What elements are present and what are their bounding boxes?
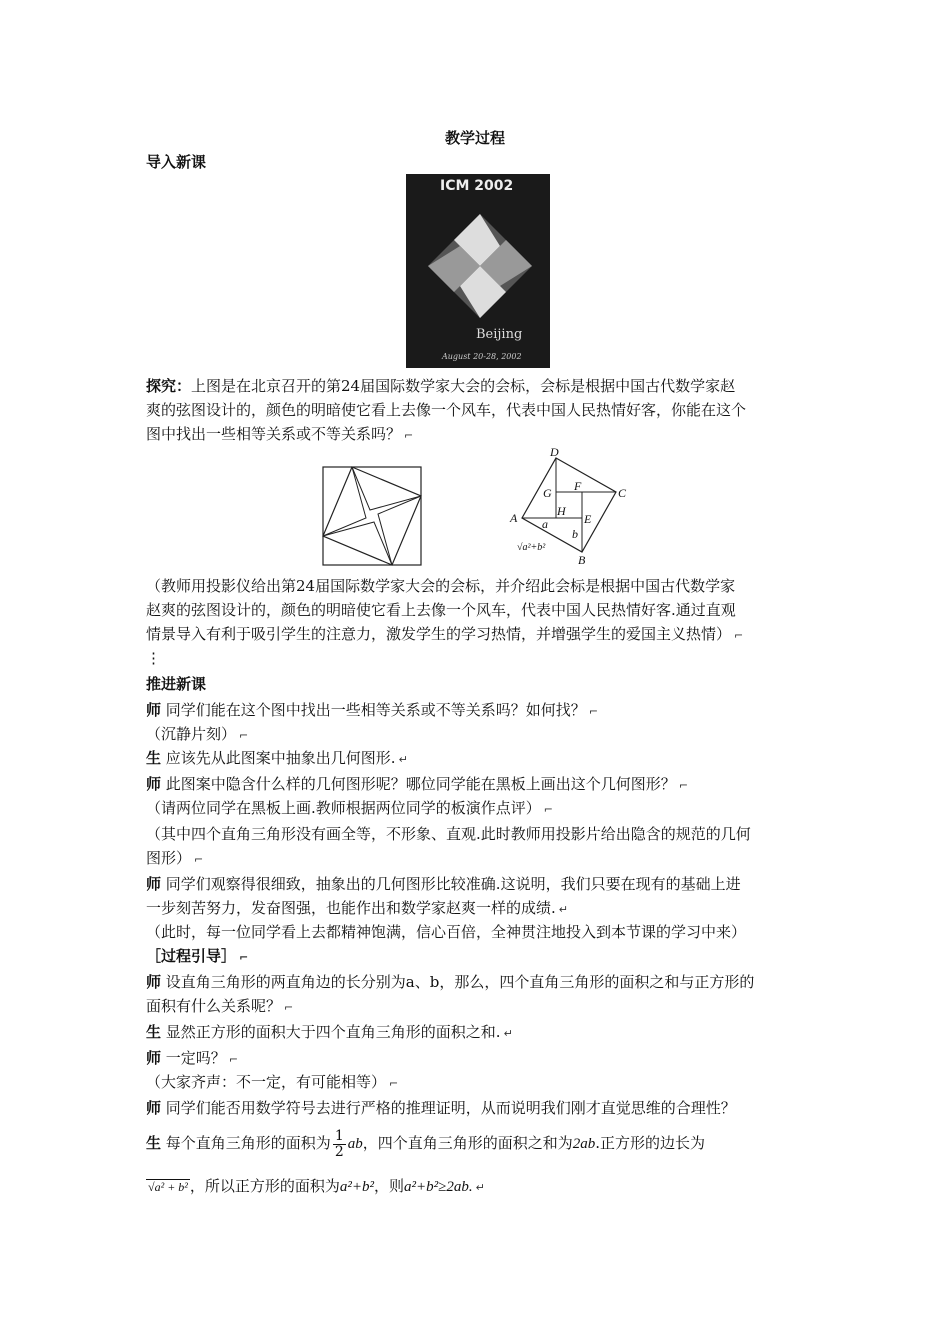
label-a: a xyxy=(542,517,548,531)
chord-diagram-figure xyxy=(508,446,632,566)
label-E: E xyxy=(584,512,592,526)
sqrt-expression: √a² + b² xyxy=(148,1180,188,1194)
page-title: 教学过程 xyxy=(444,129,505,147)
student-answer-1: 生 显然正方形的面积大于四个直角三角形的面积之和. ↵ xyxy=(146,1023,513,1041)
icm-2002-logo xyxy=(406,174,550,368)
note3: （此时，每一位同学看上去都精神饱满，信心百倍，全神贯注地投入到本节课的学习中来） xyxy=(146,923,747,941)
teacher-praise-line-2: 一步刻苦努力，发奋图强，也能作出和数学家赵爽一样的成绩. ↵ xyxy=(146,899,568,917)
section-heading-intro: 导入新课 xyxy=(146,153,207,171)
fraction-one-half: $\frac{1}{2}$ xyxy=(334,1127,344,1160)
dialogue-line-2: （沉静片刻） ⌐ xyxy=(146,725,249,743)
question1-line-1: 师 设直角三角形的两直角边的长分别为a、b，那么，四个直角三角形的面积之和与正方形的 xyxy=(146,973,755,991)
chorus-line: （大家齐声：不一定，有可能相等） ⌐ xyxy=(146,1073,399,1091)
teacher-praise-line-1: 师 同学们观察得很细致，抽象出的几何图形比较准确.这说明，我们只要在现有的基础上进 xyxy=(146,875,741,893)
note2-line-2: 图形） ⌐ xyxy=(146,849,204,867)
section-heading-new: 推进新课 xyxy=(146,675,207,693)
dialogue-line-4: 师 此图案中隐含什么样的几何图形呢？哪位同学能在黑板上画出这个几何图形？ ⌐ xyxy=(146,775,689,793)
student-proof-line-1: 生 每个直角三角形的面积为 $\frac{1}{2}$ ab，四个直角三角形的面积之和为2ab.正方形的边长为 xyxy=(146,1127,706,1160)
label-sqrt: √a²+b² xyxy=(517,542,546,553)
note1-line-2: 赵爽的弦图设计的，颜色的明暗使它看上去像一个风车，代表中国人民热情好客.通过直观 xyxy=(146,601,736,619)
note2-line-1: （其中四个直角三角形没有画全等，不形象、直观.此时教师用投影片给出隐含的规范的几何 xyxy=(146,825,751,843)
explore-line-2: 爽的弦图设计的，颜色的明暗使它看上去像一个风车，代表中国人民热情好客，你能在这个 xyxy=(146,401,747,419)
label-H: H xyxy=(557,504,566,518)
note1-line-3: 情景导入有利于吸引学生的注意力，激发学生的学习热情，并增强学生的爱国主义热情） ⌐ xyxy=(146,625,744,643)
label-C: C xyxy=(618,486,627,500)
process-guide-heading: ［过程引导］ ⌐ xyxy=(146,947,249,965)
ellipsis: ⋮ xyxy=(146,649,161,667)
logo-title: ICM 2002 xyxy=(440,178,514,194)
dialogue-line-1: 师 同学们能在这个图中找出一些相等关系或不等关系吗？如何找？ ⌐ xyxy=(146,701,599,719)
label-A: A xyxy=(510,511,518,525)
label-D: D xyxy=(550,446,559,459)
label-B: B xyxy=(578,553,586,566)
dialogue-line-5: （请两位同学在黑板上画.教师根据两位同学的板演作点评） ⌐ xyxy=(146,799,553,817)
pinwheel-square-figure xyxy=(322,466,422,566)
teacher-question-3: 师 同学们能否用数学符号去进行严格的推理证明，从而说明我们刚才直觉思维的合理性？ xyxy=(146,1099,736,1117)
teacher-question-2: 师 一定吗？ ⌐ xyxy=(146,1049,239,1067)
label-G: G xyxy=(543,486,552,500)
logo-dates: August 20-28, 2002 xyxy=(442,352,522,361)
question1-line-2: 面积有什么关系呢？ ⌐ xyxy=(146,997,294,1015)
logo-city: Beijing xyxy=(476,327,523,342)
label-b: b xyxy=(572,527,578,541)
explore-line-1: 探究：上图是在北京召开的第24届国际数学家大会的会标，会标是根据中国古代数学家赵 xyxy=(146,377,736,395)
student-proof-line-2: √a² + b² ，所以正方形的面积为a²+b²，则a²+b²≥2ab. ↵ xyxy=(148,1177,485,1195)
explore-line-3: 图中找出一些相等关系或不等关系吗？ ⌐ xyxy=(146,425,414,443)
label-F: F xyxy=(574,479,582,493)
dialogue-line-3: 生 应该先从此图案中抽象出几何图形. ↵ xyxy=(146,749,408,767)
note1-line-1: （教师用投影仪给出第24届国际数学家大会的会标，并介绍此会标是根据中国古代数学家 xyxy=(146,577,736,595)
